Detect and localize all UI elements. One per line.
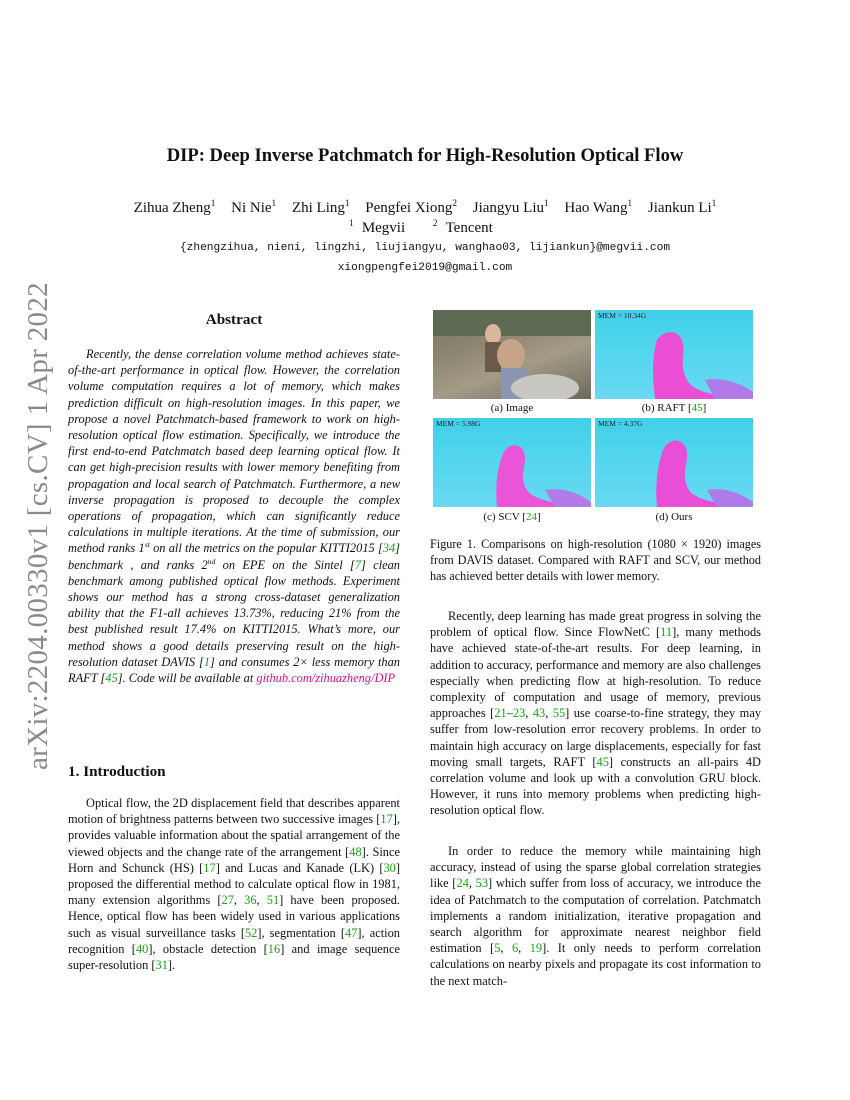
citation-link[interactable]: 45 <box>105 671 118 686</box>
citation-link[interactable]: 7 <box>354 557 362 572</box>
code-link[interactable]: github.com/zihuazheng/DIP <box>256 671 396 686</box>
flow-shape <box>433 418 591 507</box>
citation-link[interactable]: 27 <box>221 893 234 908</box>
author: Zihua Zheng$^1$ <box>133 199 216 216</box>
citation-link[interactable]: 11 <box>660 625 673 640</box>
section-heading-introduction: 1. Introduction <box>68 763 166 780</box>
citation-link[interactable]: 17 <box>380 812 393 827</box>
citation-link[interactable]: 34 <box>382 541 396 556</box>
affiliation-list <box>0 220 850 237</box>
citation-link[interactable]: 1 <box>203 654 211 669</box>
subcaption-a: (a) Image <box>490 402 534 414</box>
author: Hao Wang$^1$ <box>564 199 633 216</box>
citation-link[interactable]: 45 <box>596 754 609 769</box>
flow-shape <box>595 310 753 399</box>
intro-paragraph: Optical flow, the 2D displacement field that describes apparent motion of brightness patterns between two successive images [17], provides valuable information about the spatial arrangement of the viewed objects and the change rate of the arrangement [48]. Since Horn and Schunck (HS) [17] and Lucas and Kanade (LK) [30] proposed the differential method to calculate optical flow in 1981, many extension algorithms [27, 36, 51] have been proposed. Hence, optical flow has been widely used in various applications such as visual surveillance tasks [52], segmentation [47], action recognition [40], obstacle detection [16] and image sequence super-resolution [31]. <box>68 796 401 973</box>
subcaption-c: (c) SCV [24] <box>483 511 541 523</box>
citation-link[interactable]: 43 <box>532 706 546 721</box>
paper-title: DIP: Deep Inverse Patchmatch for High-Resolution Optical Flow <box>166 145 684 166</box>
author: Jiangyu Liu$^1$ <box>472 199 549 216</box>
citation-link[interactable]: 24 <box>525 511 537 523</box>
email-line-2: xiongpengfei2019@gmail.com <box>337 262 513 274</box>
email-line-1: {zhengzihua, nieni, lingzhi, liujiangyu, wanghao03, lijiankun}@megvii.com <box>179 242 671 254</box>
citation-link[interactable]: 19 <box>529 941 543 956</box>
author: Pengfei Xiong$^2$ <box>365 199 458 216</box>
affiliation: $^1$ Megvii <box>349 219 406 236</box>
author: Ni Nie$^1$ <box>231 199 277 216</box>
citation-link[interactable]: 17 <box>203 860 216 875</box>
abstract-heading: Abstract <box>205 311 263 328</box>
memory-label: MEM = 10.34G <box>598 311 647 320</box>
author: Zhi Ling$^1$ <box>291 199 350 216</box>
figure-flow-ours <box>595 418 753 507</box>
subcaption-b: (b) RAFT [45] <box>641 402 707 414</box>
memory-label: MEM = 4.37G <box>598 419 643 428</box>
author: Jiankun Li$^1$ <box>647 199 717 216</box>
citation-link[interactable]: 5 <box>494 941 501 956</box>
citation-link[interactable]: 52 <box>244 925 258 940</box>
citation-link[interactable]: 31 <box>155 958 168 973</box>
subcaption-d: (d) Ours <box>655 511 693 523</box>
affiliation: $^2$ Tencent <box>432 219 493 236</box>
citation-link[interactable]: 47 <box>344 925 358 940</box>
figure-flow-raft <box>595 310 753 399</box>
body-paragraph: In order to reduce the memory while maintaining high accuracy, instead of using the sparse global correlation strategies like [24, 53] which suffer from loss of accuracy, we introduce the idea of Patchmatch to the computation of correlation. Patchmatch implements a random initialization, iterative propagation and search algorithm for approximate nearest neighbor field estimation [5, 6, 19]. It only needs to perform correlation calculations on nearby pixels and propagate its cost information to the next match- <box>430 844 762 988</box>
abstract-text: Recently, the dense correlation volume method achieves state-of-the-art performance in optical flow. However, the correlation volume computation requires a lot of memory, which makes prediction difficult on high-resolution images. In this paper, we propose a novel Patchmatch-based framework to work on high-resolution optical flow estimation. Specifically, we introduce the first end-to-end Patchmatch based deep learning optical flow. It can get high-precision results with lower memory benefiting from propagation and local search of Patchmatch. Furthermore, a new inverse propagation is proposed to decouple the complex operations of propagation, which can significantly reduce calculations in multiple iterations. At the time of submission, our method ranks 1st on all the metrics on the popular KITTI2015 [34] benchmark , and ranks 2nd on EPE on the Sintel [7] clean benchmark among published optical flow methods. Experiment shows our method has a strong cross-dataset generalization ability that the F1-all achieves 13.73%, reducing 21% from the best published result 17.4% on KITTI2015. What’s more, our method shows a good details preserving result on the high-resolution dataset DAVIS [1] and consumes 2× less memory than RAFT [45]. Code will be available at github.com/zihuazheng/DIP <box>68 347 400 686</box>
citation-link[interactable]: 23 <box>512 706 526 721</box>
author-list <box>0 200 850 217</box>
arxiv-side-stamp: arXiv:2204.00330v1 [cs.CV] 1 Apr 2022 <box>22 282 54 770</box>
citation-link[interactable]: 40 <box>135 941 149 956</box>
citation-link[interactable]: 45 <box>691 402 703 414</box>
figure-flow-scv <box>433 418 591 507</box>
figure-image-photo <box>433 310 591 399</box>
citation-link[interactable]: 24 <box>456 876 469 891</box>
photo-placeholder <box>433 310 591 399</box>
citation-link[interactable]: 53 <box>475 876 489 891</box>
citation-link[interactable]: 6 <box>511 941 519 956</box>
memory-label: MEM = 5.98G <box>436 419 481 428</box>
citation-link[interactable]: 16 <box>267 941 281 956</box>
citation-link[interactable]: 36 <box>244 893 257 908</box>
citation-link[interactable]: 55 <box>552 706 566 721</box>
citation-link[interactable]: 21 <box>494 706 507 721</box>
flow-shape <box>595 418 753 507</box>
citation-link[interactable]: 51 <box>266 893 280 908</box>
citation-link[interactable]: 48 <box>349 844 362 859</box>
body-paragraph: Recently, deep learning has made great progress in solving the problem of optical flow. Since FlowNetC [11], many methods have achieved state-of-the-art results. For deep learning, in addition to accuracy, performance and memory are also challenges especially when predicting flow at high-resolution. To reduce complexity of computation and usage of memory, previous approaches [21–23, 43, 55] use coarse-to-fine strategy, they may suffer from low-resolution error recovery problems. In order to maintain high accuracy on large displacements, especially for fast moving small targets, RAFT [45] constructs an all-pairs 4D correlation volume and look up with a convolution GRU block. However, it runs into memory problems when predicting high-resolution optical flow. <box>430 609 762 818</box>
citation-link[interactable]: 30 <box>383 860 396 875</box>
figure-caption: Figure 1. Comparisons on high-resolution (1080 × 1920) images from DAVIS dataset. Compared with RAFT and SCV, our method has achieved better details with lower memory. <box>430 537 761 583</box>
